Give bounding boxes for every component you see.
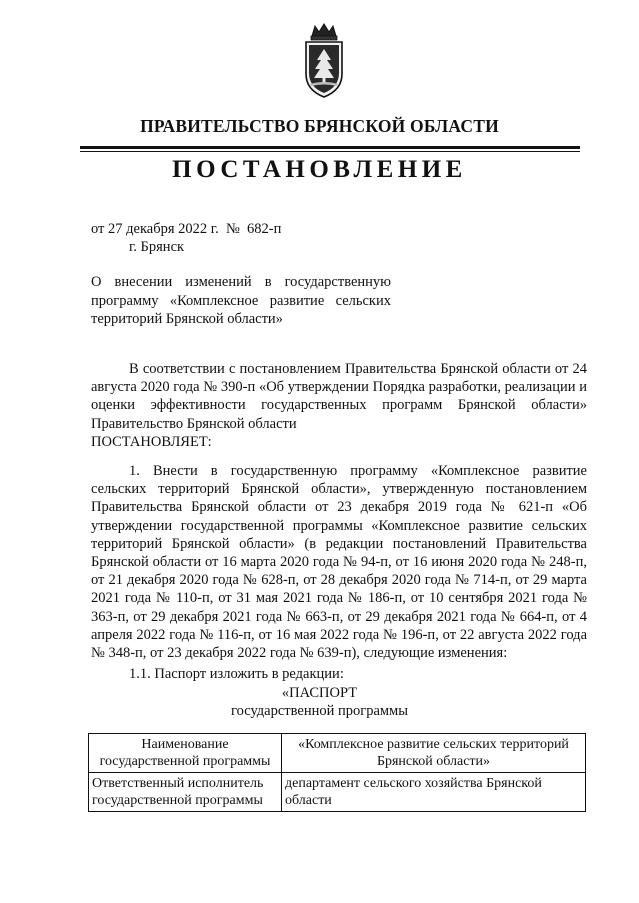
passport-label-cell: Наименование государственной программы — [89, 734, 282, 773]
preamble-paragraph: В соответствии с постановлением Правительства Брянской области от 24 августа 2020 года № 390-п «Об утверждении Порядка разработки, реализации и оценки эффективности государственных программ Брянской области» Правительство Брянской области — [91, 361, 587, 432]
passport-title: «ПАСПОРТ — [281, 685, 358, 701]
document-subject: О внесении изменений в государственную программу «Комплексное развитие сельских территорий Брянской области» — [91, 274, 391, 327]
passport-table — [88, 733, 586, 812]
table-row — [89, 773, 586, 812]
decree-keyword: ПОСТАНОВЛЯЕТ: — [91, 434, 212, 450]
header-rule-thin — [80, 151, 580, 152]
coat-of-arms-icon — [300, 22, 348, 100]
document-type-title: ПОСТАНОВЛЕНИЕ — [172, 156, 467, 183]
passport-value-cell: «Комплексное развитие сельских территорий Брянской области» — [282, 734, 586, 773]
header-rule-thick — [80, 146, 580, 149]
table-row — [89, 734, 586, 773]
passport-label-cell: Ответственный исполнитель государственной программы — [89, 773, 282, 812]
item-1-paragraph: 1. Внести в государственную программу «Комплексное развитие сельских территорий Брянской области», утвержденную постановлением Правительства Брянской области от 23 декабря 2019 года № 621-п «Об утверждении государственной программы «Комплексное развитие сельских территорий Брянской области» (в редакции постановлений Правительства Брянской области от 16 марта 2020 года № 94-п, от 16 июня 2020 года № 248-п, от 21 декабря 2020 года № 628-п, от 28 декабря 2020 года № 714-п, от 29 марта 2021 года № 110-п, от 31 мая 2021 года № 186-п, от 10 сентября 2021 года № 363-п, от 29 декабря 2021 года № 663-п, от 29 декабря 2021 года № 664-п, от 4 апреля 2022 года № 116-п, от 16 мая 2022 года № 196-п, от 22 августа 2022 года № 348-п, от 23 декабря 2022 года № 639-п), следующие изменения: — [91, 463, 587, 662]
passport-subtitle: государственной программы — [231, 703, 408, 719]
item-1-1-paragraph: 1.1. Паспорт изложить в редакции: — [129, 666, 344, 682]
government-title: ПРАВИТЕЛЬСТВО БРЯНСКОЙ ОБЛАСТИ — [140, 116, 499, 136]
document-city: г. Брянск — [129, 239, 185, 255]
passport-value-cell: департамент сельского хозяйства Брянской области — [282, 773, 586, 812]
document-date-number: от 27 декабря 2022 г. № 682-п — [91, 221, 282, 237]
